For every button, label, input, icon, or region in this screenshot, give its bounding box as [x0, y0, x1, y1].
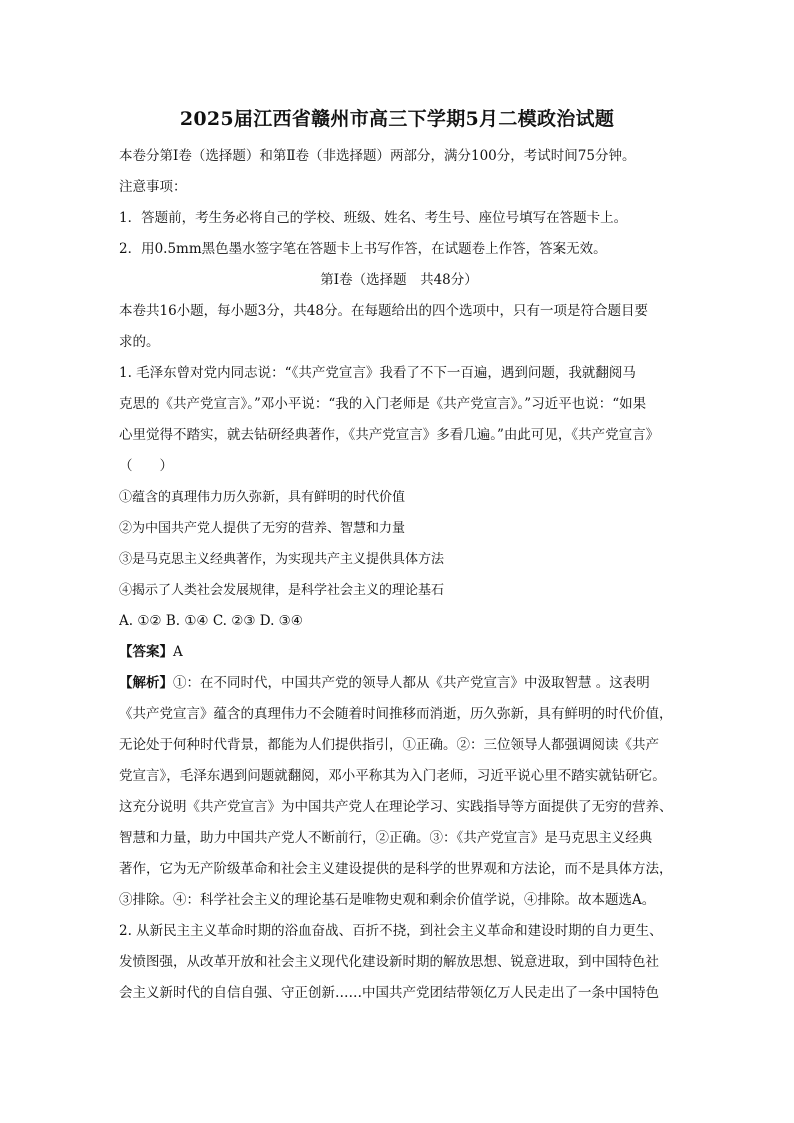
section-heading: 第Ⅰ卷（选择题 共48分） — [320, 272, 478, 288]
section-instruction-line-1: 本卷共16小题，每小题3分，共48分。在每题给出的四个选项中，只有一项是符合题目要 — [119, 303, 648, 319]
section-instruction-line-2: 求的。 — [119, 334, 160, 350]
question-2-stem-line-1: 2. 从新民主主义革命时期的浴血奋战、百折不挠，到社会主义革命和建设时期的自力更生、 — [119, 923, 663, 939]
page-title: 2025届江西省赣州市高三下学期5月二模政治试题 — [179, 108, 615, 130]
answer-line — [119, 637, 679, 668]
analysis-line-8: ③排除。④：科学社会主义的理论基石是唯物史观和剩余价值学说，④排除。故本题选A。 — [119, 892, 656, 908]
notice-item-2: 2．用0.5mm黑色墨水签字笔在答题卡上书写作答，在试题卷上作答，答案无效。 — [119, 241, 607, 257]
question-2-stem-line-3: 会主义新时代的自信自强、守正创新……中国共产党团结带领亿万人民走出了一条中国特色 — [119, 985, 659, 1001]
question-1-stem-line-2: 克思的《共产党宣言》。”邓小平说：“我的入门老师是《共产党宣言》。”习近平也说：“如果 — [119, 396, 647, 412]
question-1-statement-3: ③是马克思主义经典著作，为实现共产主义提供具体方法 — [119, 552, 445, 567]
document-body — [119, 141, 679, 1009]
question-1-stem-line-3: 心里觉得不踏实，就去钻研经典著作，《共产党宣言》多看几遍。”由此可见，《共产党宣言》 — [119, 427, 660, 443]
analysis-line-5: 这充分说明《共产党宣言》为中国共产党人在理论学习、实践指导等方面提供了无穷的营养、 — [119, 799, 673, 815]
analysis-line-1 — [119, 668, 679, 699]
analysis-text-1: ①：在不同时代，中国共产党的领导人都从《共产党宣言》中汲取智慧 。这表明 — [173, 675, 650, 691]
analysis-line-7: 著作，它为无产阶级革命和社会主义建设提供的是科学的世界观和方法论，而不是具体方法， — [119, 861, 673, 877]
notice-item-1: 1．答题前，考生务必将自己的学校、班级、姓名、考生号、座位号填写在答题卡上。 — [119, 210, 628, 226]
notice-heading: 注意事项： — [119, 179, 187, 195]
answer-value: A — [173, 644, 183, 660]
question-1-statement-2: ②为中国共产党人提供了无穷的营养、智慧和力量 — [119, 521, 406, 536]
analysis-line-2: 《共产党宣言》蕴含的真理伟力不会随着时间推移而消逝，历久弥新，具有鲜明的时代价值， — [119, 706, 673, 722]
exam-intro: 本卷分第Ⅰ卷（选择题）和第Ⅱ卷（非选择题）两部分，满分100分，考试时间75分钟。 — [119, 148, 636, 164]
analysis-line-4: 党宣言》，毛泽东遇到问题就翻阅，邓小平称其为入门老师，习近平说心里不踏实就钻研它。 — [119, 768, 666, 784]
answer-label: 【答案】 — [119, 644, 173, 660]
question-1-statement-4: ④揭示了人类社会发展规律，是科学社会主义的理论基石 — [119, 583, 445, 598]
question-1-statement-1: ①蕴含的真理伟力历久弥新，具有鲜明的时代价值 — [119, 490, 406, 505]
analysis-line-3: 无论处于何种时代背景，都能为人们提供指引，①正确。②：三位领导人都强调阅读《共产 — [119, 737, 659, 753]
question-2-stem-line-2: 发愤图强，从改革开放和社会主义现代化建设新时期的解放思想、锐意进取，到中国特色社 — [119, 954, 659, 970]
question-1-blank: （ ） — [119, 458, 173, 474]
analysis-label: 【解析】 — [119, 675, 173, 691]
question-1-options: A. ①② B. ①④ C. ②③ D. ③④ — [119, 613, 303, 629]
question-1-stem-line-1: 1. 毛泽东曾对党内同志说：“《共产党宣言》我看了不下一百遍，遇到问题，我就翻阅马 — [119, 365, 636, 381]
analysis-line-6: 智慧和力量，助力中国共产党人不断前行，②正确。③：《共产党宣言》是马克思主义经典 — [119, 830, 653, 846]
